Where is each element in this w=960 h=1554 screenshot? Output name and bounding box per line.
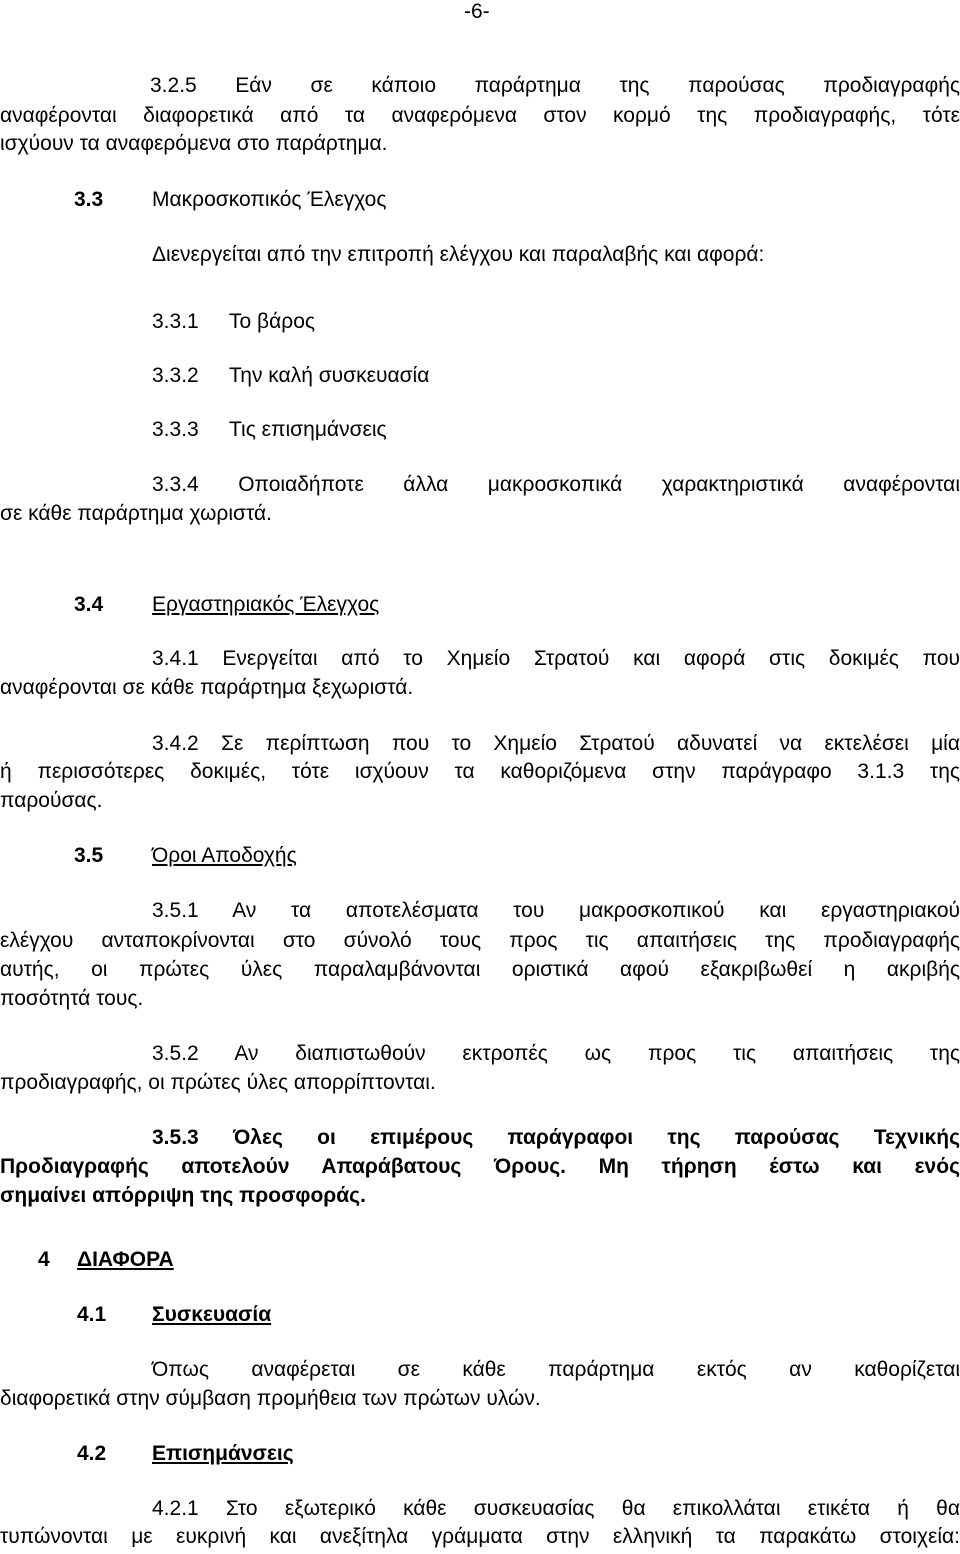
section-3-3-title: Μακροσκοπικός Έλεγχος (152, 188, 387, 211)
section-3-4-number: 3.4 (74, 593, 104, 616)
section-4-2-title: Επισημάνσεις (152, 1442, 294, 1465)
para-3-4-1-line-1: 3.4.1 Ενεργείται από το Χημείο Στρατού και αφορά στις δοκιμές που (152, 647, 960, 670)
para-3-4-2-line-3: παρούσας. (0, 789, 103, 812)
section-4-1-title: Συσκευασία (152, 1303, 272, 1326)
para-3-2-5-line-1: 3.2.5 Εάν σε κάποιο παράρτημα της παρούσας προδιαγραφής (150, 74, 960, 97)
para-3-4-2-line-2: ή περισσότερες δοκιμές, τότε ισχύουν τα καθοριζόμενα στην παράγραφο 3.1.3 της (0, 760, 960, 783)
item-3-3-2-text: Την καλή συσκευασία (229, 364, 430, 387)
para-3-4-1-line-2: αναφέρονται σε κάθε παράρτημα ξεχωριστά. (0, 676, 414, 699)
item-3-3-1-text: Το βάρος (229, 310, 315, 333)
section-4-number: 4 (38, 1248, 50, 1271)
para-3-5-3-line-2: Προδιαγραφής αποτελούν Απαράβατους Όρους. Μη τήρηση έστω και ενός (0, 1155, 960, 1178)
item-3-3-3-number: 3.3.3 (152, 418, 199, 441)
para-4-2-1-line-2: τυπώνονται με ευκρινή και ανεξίτηλα γράμματα στην ελληνική τα παρακάτω στοιχεία: (0, 1525, 960, 1548)
para-4-2-1-line-1: 4.2.1 Στο εξωτερικό κάθε συσκευασίας θα επικολλάται ετικέτα ή θα (152, 1497, 960, 1520)
item-3-3-4-line-1: 3.3.4 Οποιαδήποτε άλλα μακροσκοπικά χαρακτηριστικά αναφέρονται (152, 473, 960, 496)
section-4-1-number: 4.1 (77, 1303, 107, 1326)
section-3-5-number: 3.5 (74, 844, 104, 867)
item-3-3-2-number: 3.3.2 (152, 364, 199, 387)
para-3-5-1-line-3: αυτής, οι πρώτες ύλες παραλαμβάνονται οριστικά αφού εξακριβωθεί η ακριβής (0, 958, 960, 981)
page-number: -6- (464, 0, 490, 23)
para-3-5-3-line-3: σημαίνει απόρριψη της προσφοράς. (0, 1184, 366, 1207)
para-3-5-1-line-4: ποσότητά τους. (0, 987, 144, 1010)
item-3-3-1-number: 3.3.1 (152, 310, 199, 333)
para-3-5-2-line-1: 3.5.2 Αν διαπιστωθούν εκτροπές ως προς τις απαιτήσεις της (152, 1042, 960, 1065)
section-3-3-intro: Διενεργείται από την επιτροπή ελέγχου και παραλαβής και αφορά: (152, 243, 765, 266)
section-3-4-title: Εργαστηριακός Έλεγχος (152, 593, 380, 616)
para-3-4-2-line-1: 3.4.2 Σε περίπτωση που το Χημείο Στρατού αδυνατεί να εκτελέσει μία (152, 732, 960, 755)
para-3-5-1-line-1: 3.5.1 Αν τα αποτελέσματα του μακροσκοπικού και εργαστηριακού (152, 899, 960, 922)
para-3-2-5-line-2: αναφέρονται διαφορετικά από τα αναφερόμενα στον κορμό της προδιαγραφής, τότε (0, 104, 960, 127)
section-3-3-number: 3.3 (74, 188, 104, 211)
section-4-title: ΔΙΑΦΟΡΑ (77, 1248, 174, 1271)
para-4-1-line-2: διαφορετικά στην σύμβαση προμήθεια των πρώτων υλών. (0, 1387, 541, 1410)
para-3-5-1-line-2: ελέγχου ανταποκρίνονται στο σύνολό τους προς τις απαιτήσεις της προδιαγραφής (0, 929, 960, 952)
para-3-5-3-line-1: 3.5.3 Όλες οι επιμέρους παράγραφοι της παρούσας Τεχνικής (152, 1126, 960, 1149)
section-4-2-number: 4.2 (77, 1442, 107, 1465)
para-3-2-5-line-3: ισχύουν τα αναφερόμενα στο παράρτημα. (0, 132, 388, 155)
para-3-5-2-line-2: προδιαγραφής, οι πρώτες ύλες απορρίπτονται. (0, 1071, 436, 1094)
item-3-3-3-text: Τις επισημάνσεις (229, 418, 387, 441)
item-3-3-4-line-2: σε κάθε παράρτημα χωριστά. (0, 502, 272, 525)
section-3-5-title: Όροι Αποδοχής (152, 844, 297, 867)
para-4-1-line-1: Όπως αναφέρεται σε κάθε παράρτημα εκτός αν καθορίζεται (152, 1358, 960, 1381)
